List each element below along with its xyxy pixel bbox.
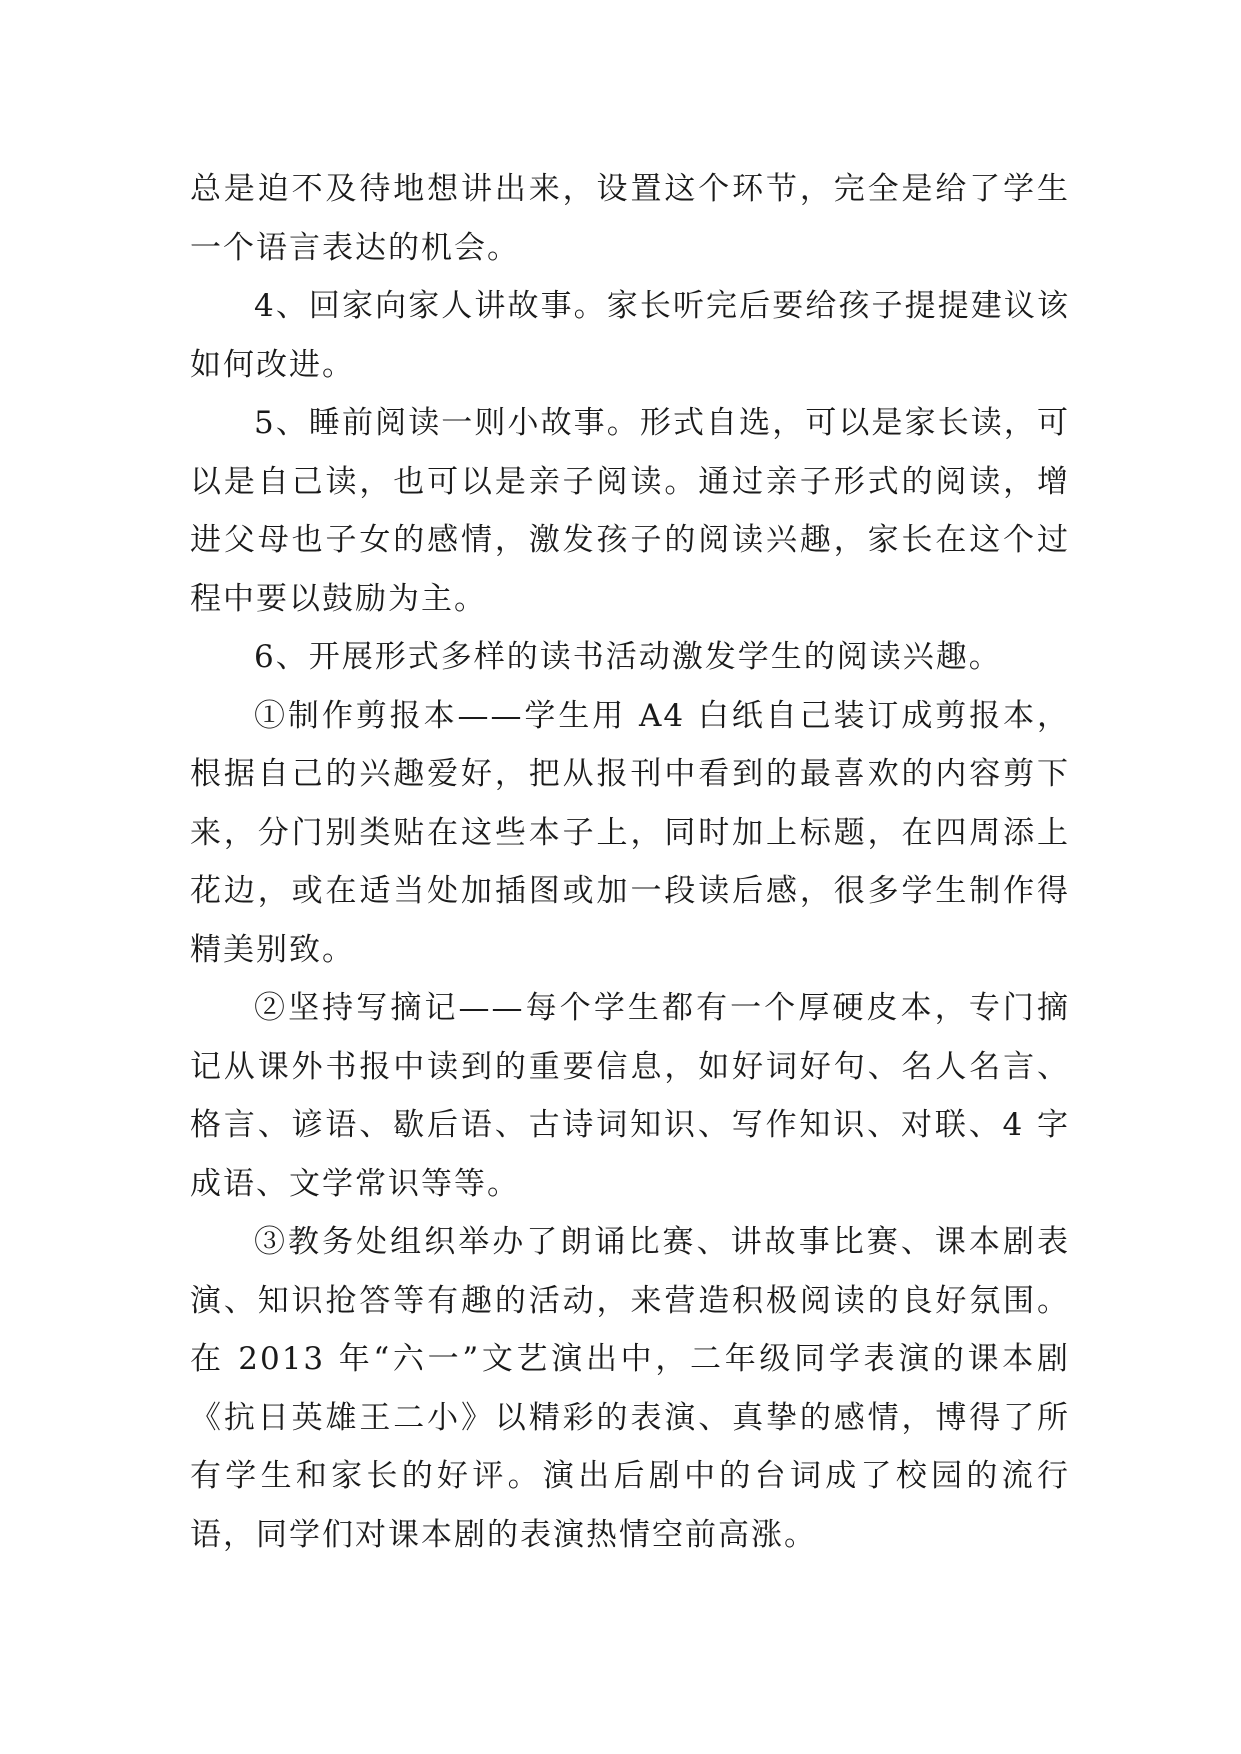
paragraph-continuation: 总是迫不及待地想讲出来，设置这个环节，完全是给了学生一个语言表达的机会。 bbox=[190, 171, 1070, 266]
paragraph-subitem-2: ②坚持写摘记——每个学生都有一个厚硬皮本，专门摘记从课外书报中读到的重要信息，如好词好句、名人名言、格言、谚语、歇后语、古诗词知识、写作知识、对联、4 字成语、文学常识等等。 bbox=[190, 990, 1070, 1202]
paragraph-item-5: 5、睡前阅读一则小故事。形式自选，可以是家长读，可以是自己读，也可以是亲子阅读。通过亲子形式的阅读，增进父母也子女的感情，激发孩子的阅读兴趣，家长在这个过程中要以鼓励为主。 bbox=[190, 405, 1070, 617]
paragraph-item-4: 4、回家向家人讲故事。家长听完后要给孩子提提建议该如何改进。 bbox=[190, 288, 1070, 383]
document-body bbox=[190, 160, 1070, 1564]
paragraph-subitem-1: ①制作剪报本——学生用 A4 白纸自己装订成剪报本，根据自己的兴趣爱好，把从报刊中看到的最喜欢的内容剪下来，分门别类贴在这些本子上，同时加上标题，在四周添上花边，或在适当处加插图或加一段读后感，很多学生制作得精美别致。 bbox=[190, 697, 1070, 968]
paragraph-item-6: 6、开展形式多样的读书活动激发学生的阅读兴趣。 bbox=[254, 639, 1002, 675]
paragraph-subitem-3: ③教务处组织举办了朗诵比赛、讲故事比赛、课本剧表演、知识抢答等有趣的活动，来营造积极阅读的良好氛围。在 2013 年“六一”文艺演出中，二年级同学表演的课本剧《抗日英雄王二小》以精彩的表演、真挚的感情，博得了所有学生和家长的好评。演出后剧中的台词成了校园的流行语，同学们对课本剧的表演热情空前高涨。 bbox=[190, 1224, 1070, 1553]
